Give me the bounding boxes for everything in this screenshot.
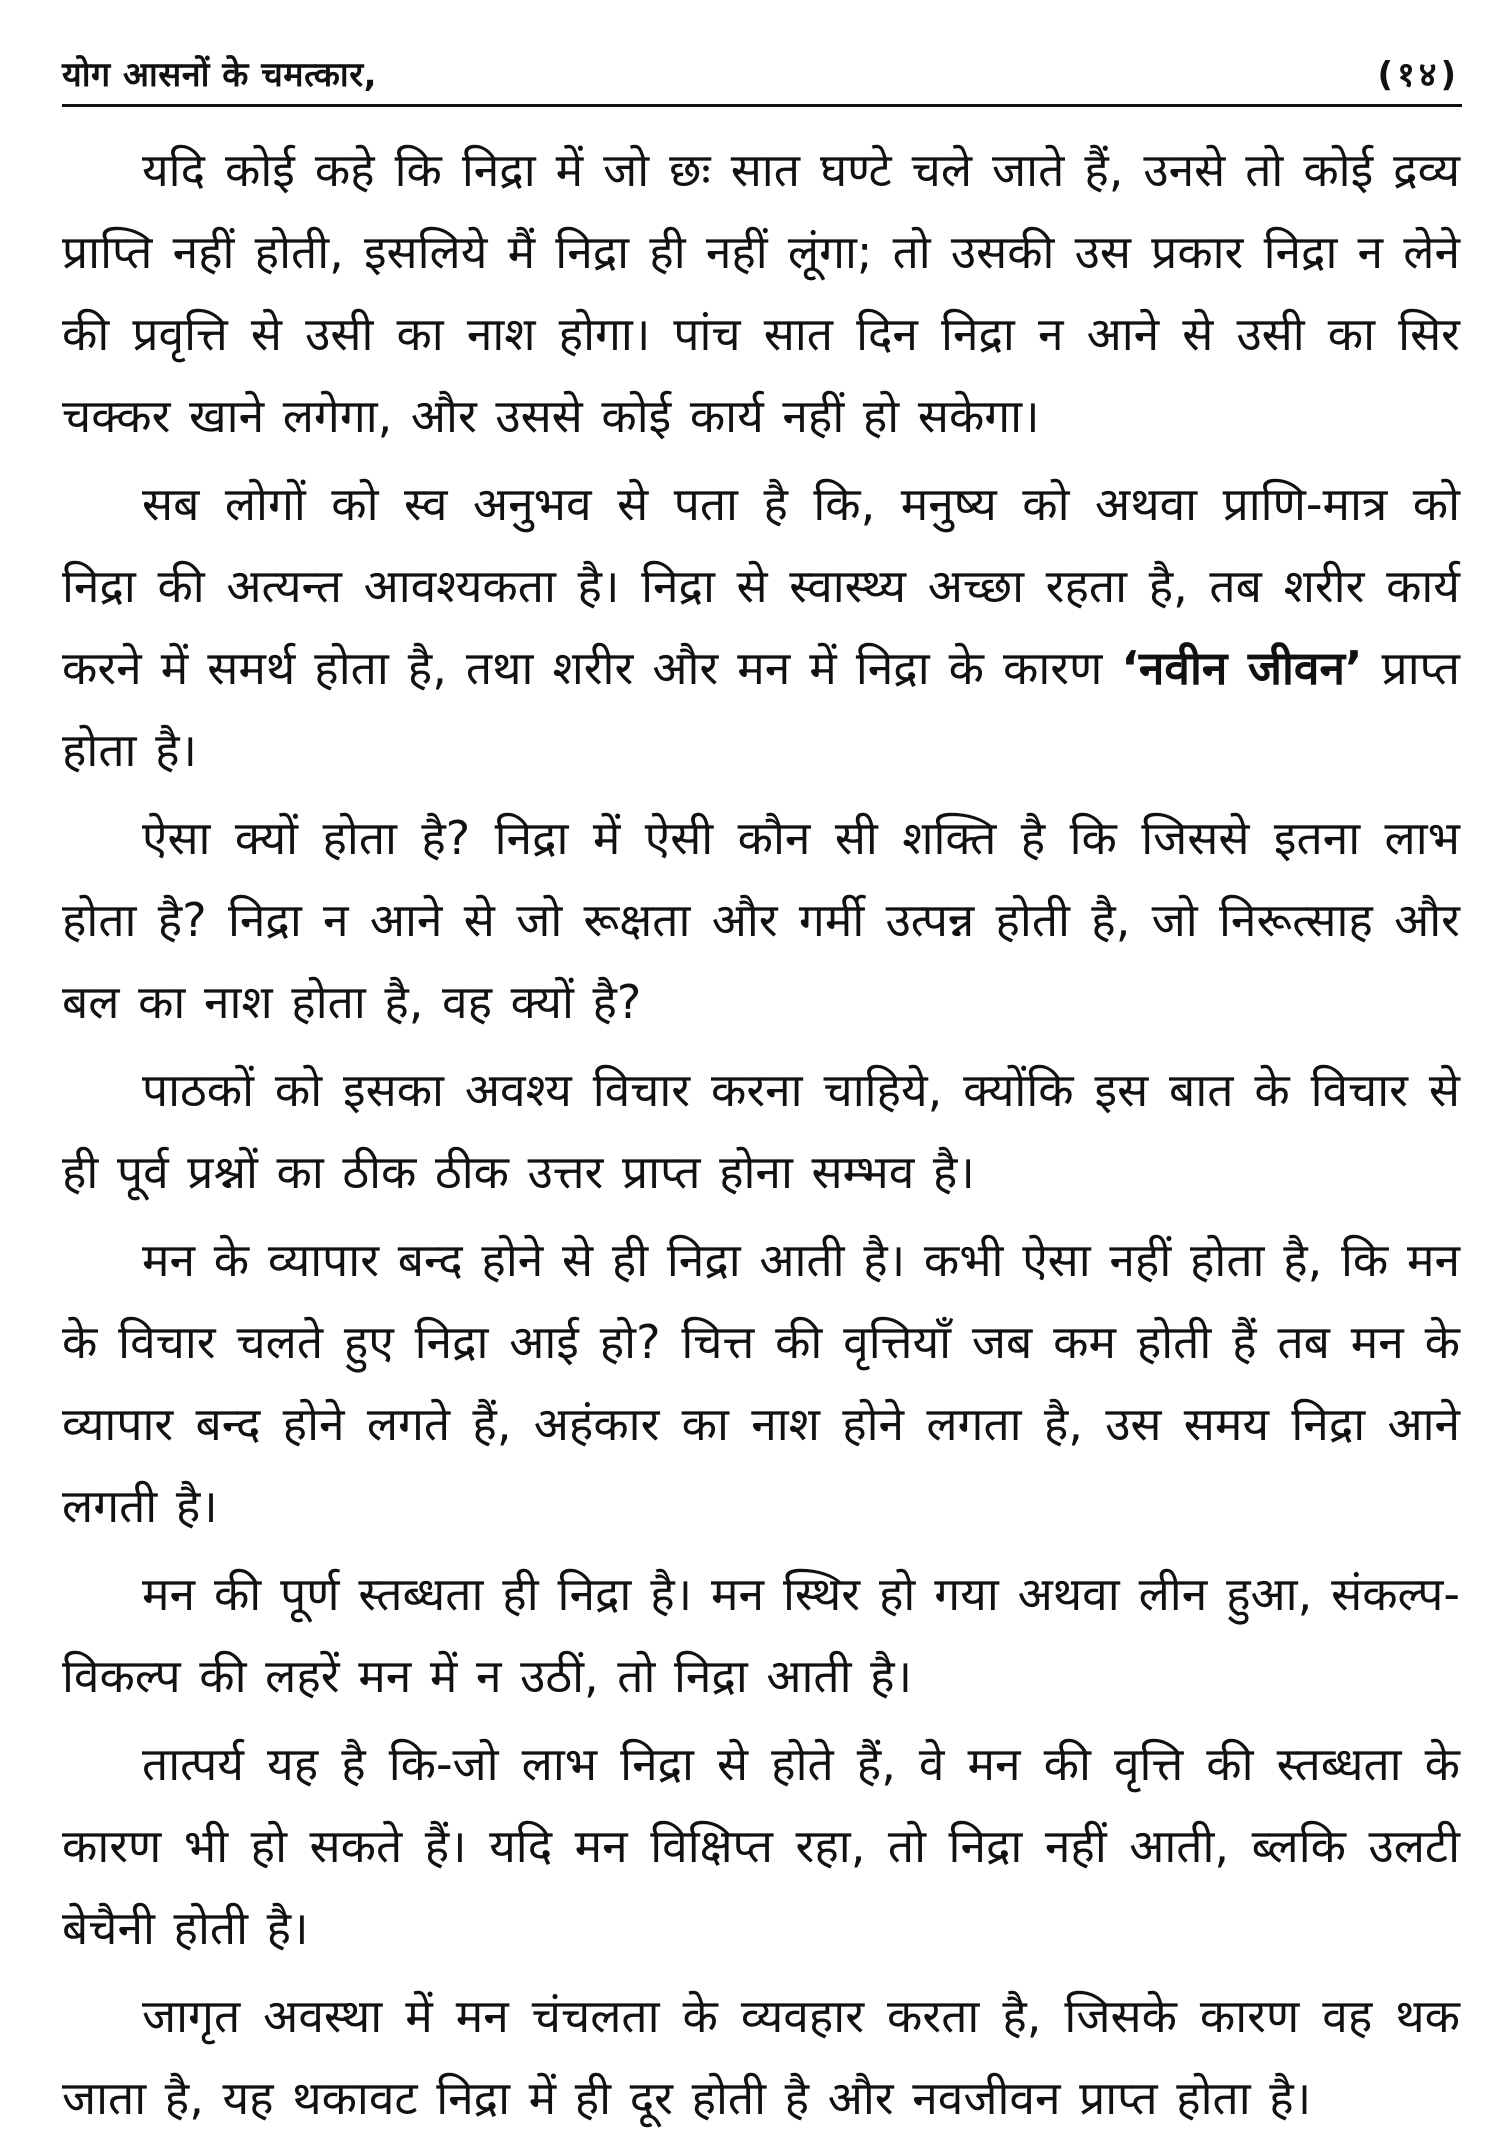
paragraph-3: ऐसा क्यों होता है? निद्रा में ऐसी कौन सी शक्ति है कि जिससे इतना लाभ होता है? निद्रा न आने से जो रूक्षता और गर्मी उत्पन्न होती है, जो निरूत्साह और बल का नाश होता है, वह क्यों है? [62, 811, 1460, 1029]
paragraph-4: पाठकों को इसका अवश्य विचार करना चाहिये, क्योंकि इस बात के विचार से ही पूर्व प्रश्नों का ठीक ठीक उत्तर प्राप्त होना सम्भव है। [62, 1063, 1460, 1199]
paragraph-2-text-after: प्राप्त होता है। [62, 641, 1460, 777]
running-title: योग आसनों के चमत्कार, [62, 55, 378, 95]
body-text [62, 129, 1460, 2139]
paragraph-2 [62, 463, 1460, 791]
paragraph-2-text-before: सब लोगों को स्व अनुभव से पता है कि, मनुष्य को अथवा प्राणि-मात्र को निद्रा की अत्यन्त आवश्यकता है। निद्रा से स्वास्थ्य अच्छा रहता है, तब शरीर कार्य करने में समर्थ होता है, तथा शरीर और मन में निद्रा के कारण [62, 477, 1460, 695]
page-number: (१४) [1377, 55, 1460, 95]
paragraph-6: मन की पूर्ण स्तब्धता ही निद्रा है। मन स्थिर हो गया अथवा लीन हुआ, संकल्प-विकल्प की लहरें मन में न उठीं, तो निद्रा आती है। [62, 1567, 1460, 1703]
paragraph-1: यदि कोई कहे कि निद्रा में जो छः सात घण्टे चले जाते हैं, उनसे तो कोई द्रव्य प्राप्ति नहीं होती, इसलिये मैं निद्रा ही नहीं लूंगा; तो उसकी उस प्रकार निद्रा न लेने की प्रवृत्ति से उसी का नाश होगा। पांच सात दिन निद्रा न आने से उसी का सिर चक्कर खाने लगेगा, और उससे कोई कार्य नहीं हो सकेगा। [62, 143, 1460, 443]
header-rule [62, 104, 1462, 107]
paragraph-5: मन के व्यापार बन्द होने से ही निद्रा आती है। कभी ऐसा नहीं होता है, कि मन के विचार चलते हुए निद्रा आई हो? चित्त की वृत्तियाँ जब कम होती हैं तब मन के व्यापार बन्द होने लगते हैं, अहंकार का नाश होने लगता है, उस समय निद्रा आने लगती है। [62, 1233, 1460, 1533]
paragraph-8: जागृत अवस्था में मन चंचलता के व्यवहार करता है, जिसके कारण वह थक जाता है, यह थकावट निद्रा में ही दूर होती है और नवजीवन प्राप्त होता है। [62, 1989, 1460, 2125]
paragraph-7: तात्पर्य यह है कि-जो लाभ निद्रा से होते हैं, वे मन की वृत्ति की स्तब्धता के कारण भी हो सकते हैं। यदि मन विक्षिप्त रहा, तो निद्रा नहीं आती, ब्लकि उलटी बेचैनी होती है। [62, 1737, 1460, 1955]
paragraph-2-emphasis: ‘नवीन जीवन’ [1121, 641, 1363, 695]
page-header [62, 26, 1480, 96]
